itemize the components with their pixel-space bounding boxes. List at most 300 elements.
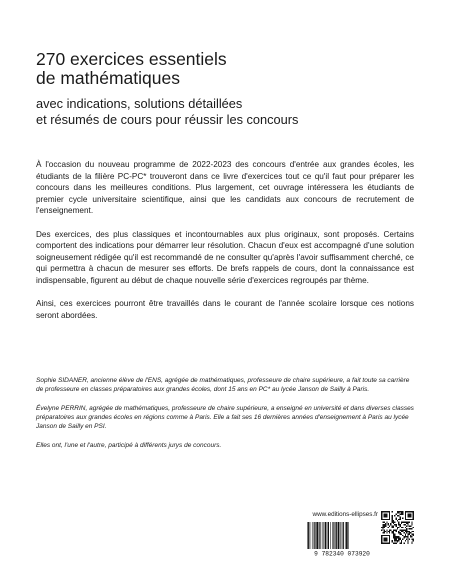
qr-module (397, 528, 398, 529)
qr-module (409, 514, 410, 515)
qr-module (409, 511, 410, 512)
qr-module (392, 522, 393, 523)
qr-module (401, 512, 402, 513)
qr-module (385, 514, 386, 515)
qr-module (406, 539, 407, 540)
qr-module (402, 527, 403, 528)
qr-module (393, 526, 394, 527)
qr-module (386, 516, 387, 517)
qr-module (384, 519, 385, 520)
qr-module (407, 536, 408, 537)
qr-module (399, 533, 400, 534)
qr-module (394, 536, 395, 537)
qr-module (392, 527, 393, 528)
barcode-bar (336, 522, 337, 549)
qr-module (397, 520, 398, 521)
qr-module (398, 512, 399, 513)
qr-module (389, 539, 390, 540)
qr-module (389, 537, 390, 538)
qr-module (405, 533, 406, 534)
qr-module (393, 535, 394, 536)
qr-module (388, 519, 389, 520)
qr-module (409, 531, 410, 532)
isbn-digits: 9 782340 073920 (314, 550, 370, 557)
qr-module (407, 541, 408, 542)
qr-module (405, 518, 406, 519)
description-paragraph: Des exercices, des plus classiques et incontournables aux plus originaux, sont proposés. Certains comportent des indications pour démarrer leur résolution. Chacun d'eux est accompagné d'une solution soigneusement rédigée qu'il est recommandé de ne consulter qu'après l'avoir suffisamment cherché, ce qui permettra à chacun de mesurer ses efforts. De brefs rappels de cours, dont la connaissance est indispensable, figurent au début de chaque nouvelle série d'exercices regroupés par thème. (36, 229, 414, 285)
barcode-bar (343, 522, 344, 549)
qr-module (405, 511, 406, 512)
qr-module (389, 535, 390, 536)
qr-module (407, 519, 408, 520)
qr-module (397, 511, 398, 512)
qr-module (394, 522, 395, 523)
qr-module (405, 536, 406, 537)
qr-module (410, 515, 411, 516)
qr-module (410, 516, 411, 517)
qr-module (393, 527, 394, 528)
qr-module (409, 533, 410, 534)
qr-module (389, 541, 390, 542)
barcode-bar (319, 522, 320, 549)
qr-module (413, 511, 414, 512)
qr-module (411, 541, 412, 542)
qr-module (382, 511, 383, 512)
qr-module (389, 514, 390, 515)
qr-module (411, 539, 412, 540)
qr-module (385, 526, 386, 527)
qr-module (381, 514, 382, 515)
qr-module (396, 543, 397, 544)
qr-module (393, 522, 394, 523)
qr-module (413, 540, 414, 541)
qr-module (413, 518, 414, 519)
qr-module (381, 541, 382, 542)
book-description (36, 159, 414, 333)
qr-module (388, 543, 389, 544)
qr-module (413, 539, 414, 540)
qr-module (405, 519, 406, 520)
qr-module (396, 518, 397, 519)
qr-module (407, 535, 408, 536)
qr-module (399, 516, 400, 517)
title-line-2: de mathématiques (36, 68, 180, 88)
qr-module (384, 535, 385, 536)
qr-module (409, 532, 410, 533)
description-paragraph: Ainsi, ces exercices pourront être travaillés dans le courant de l'année scolaire lorsque ces notions seront abordées. (36, 299, 414, 320)
qr-module (393, 532, 394, 533)
qr-module (411, 511, 412, 512)
qr-module (405, 514, 406, 515)
qr-module (401, 523, 402, 524)
qr-module (392, 515, 393, 516)
qr-module (397, 540, 398, 541)
qr-module (385, 539, 386, 540)
qr-module (401, 543, 402, 544)
qr-module (399, 519, 400, 520)
qr-module (410, 532, 411, 533)
qr-module (401, 533, 402, 534)
qr-module (381, 516, 382, 517)
qr-module (413, 512, 414, 513)
qr-module (413, 535, 414, 536)
qr-module (384, 526, 385, 527)
barcode-bar (314, 522, 315, 549)
qr-module (403, 529, 404, 530)
qr-module (388, 535, 389, 536)
qr-module (384, 543, 385, 544)
qr-module (403, 532, 404, 533)
qr-module (390, 524, 391, 525)
barcode-bar (346, 522, 348, 549)
qr-module (406, 511, 407, 512)
barcode-bar (310, 522, 311, 549)
qr-module (386, 537, 387, 538)
qr-module (392, 526, 393, 527)
qr-module (398, 537, 399, 538)
qr-module (389, 529, 390, 530)
qr-module (401, 529, 402, 530)
qr-module (394, 515, 395, 516)
qr-module (403, 524, 404, 525)
barcode-bar (322, 522, 323, 549)
barcode-bar (327, 522, 328, 549)
qr-module (388, 531, 389, 532)
qr-module (403, 543, 404, 544)
qr-module (407, 540, 408, 541)
barcode-bar (345, 522, 346, 549)
qr-module (398, 511, 399, 512)
qr-module (398, 515, 399, 516)
qr-module (402, 514, 403, 515)
qr-module (405, 535, 406, 536)
qr-code-icon (381, 511, 414, 544)
qr-module (409, 526, 410, 527)
qr-module (398, 522, 399, 523)
qr-module (406, 528, 407, 529)
qr-module (382, 532, 383, 533)
qr-module (392, 520, 393, 521)
qr-module (385, 535, 386, 536)
qr-module (399, 518, 400, 519)
qr-module (409, 519, 410, 520)
qr-module (392, 516, 393, 517)
qr-module (381, 543, 382, 544)
qr-module (413, 514, 414, 515)
qr-module (392, 519, 393, 520)
qr-module (410, 536, 411, 537)
qr-module (407, 514, 408, 515)
qr-module (398, 527, 399, 528)
qr-module (396, 519, 397, 520)
qr-module (393, 543, 394, 544)
qr-module (381, 518, 382, 519)
qr-module (406, 529, 407, 530)
qr-module (405, 540, 406, 541)
barcode-bar (340, 522, 341, 549)
qr-module (394, 535, 395, 536)
qr-module (386, 515, 387, 516)
qr-module (402, 512, 403, 513)
qr-module (411, 528, 412, 529)
barcode-bar (316, 522, 318, 549)
publisher-website: www.editions-ellipses.fr (312, 511, 378, 518)
qr-module (397, 527, 398, 528)
barcode-bar (333, 522, 334, 549)
qr-module (401, 541, 402, 542)
qr-module (410, 519, 411, 520)
qr-module (411, 533, 412, 534)
qr-module (384, 527, 385, 528)
qr-module (407, 511, 408, 512)
qr-module (394, 537, 395, 538)
book-subtitle (36, 96, 436, 128)
qr-module (389, 516, 390, 517)
qr-module (399, 526, 400, 527)
qr-module (381, 540, 382, 541)
qr-module (393, 533, 394, 534)
qr-module (397, 512, 398, 513)
qr-module (389, 511, 390, 512)
qr-module (413, 531, 414, 532)
qr-module (393, 536, 394, 537)
qr-module (381, 539, 382, 540)
qr-module (394, 529, 395, 530)
qr-module (385, 519, 386, 520)
qr-module (392, 541, 393, 542)
qr-module (393, 520, 394, 521)
barcode-bar (342, 522, 343, 549)
qr-module (394, 539, 395, 540)
qr-module (407, 533, 408, 534)
qr-module (384, 531, 385, 532)
qr-module (396, 514, 397, 515)
qr-module (392, 532, 393, 533)
subtitle-line-2: et résumés de cours pour réussir les concours (36, 112, 299, 127)
qr-module (399, 539, 400, 540)
qr-module (405, 515, 406, 516)
qr-module (406, 519, 407, 520)
qr-module (409, 515, 410, 516)
qr-module (386, 511, 387, 512)
qr-module (389, 526, 390, 527)
qr-module (411, 519, 412, 520)
qr-module (399, 537, 400, 538)
qr-module (406, 526, 407, 527)
qr-module (402, 529, 403, 530)
qr-module (389, 532, 390, 533)
qr-module (390, 523, 391, 524)
qr-module (398, 536, 399, 537)
qr-module (398, 523, 399, 524)
qr-module (396, 529, 397, 530)
qr-module (396, 531, 397, 532)
qr-module (384, 529, 385, 530)
qr-module (382, 528, 383, 529)
qr-module (402, 522, 403, 523)
barcode-bar (328, 522, 329, 549)
qr-module (394, 543, 395, 544)
qr-module (413, 527, 414, 528)
qr-module (389, 531, 390, 532)
qr-module (396, 537, 397, 538)
qr-module (393, 523, 394, 524)
qr-module (386, 540, 387, 541)
qr-module (388, 524, 389, 525)
qr-module (393, 537, 394, 538)
qr-module (384, 522, 385, 523)
qr-module (382, 543, 383, 544)
qr-module (381, 512, 382, 513)
qr-module (403, 522, 404, 523)
qr-module (413, 516, 414, 517)
barcode-bar (330, 522, 331, 549)
qr-module (386, 529, 387, 530)
qr-module (384, 539, 385, 540)
qr-module (386, 535, 387, 536)
qr-module (411, 543, 412, 544)
qr-module (403, 537, 404, 538)
qr-module (403, 536, 404, 537)
qr-module (397, 541, 398, 542)
qr-module (407, 537, 408, 538)
qr-module (384, 516, 385, 517)
qr-module (399, 529, 400, 530)
qr-module (413, 519, 414, 520)
qr-module (389, 536, 390, 537)
subtitle-line-1: avec indications, solutions détaillées (36, 96, 243, 111)
qr-module (407, 524, 408, 525)
qr-module (392, 518, 393, 519)
qr-module (384, 524, 385, 525)
qr-module (385, 524, 386, 525)
author-bio-perrin: Évelyne PERRIN, agrégée de mathématiques, professeure de chaire supérieure, a enseigné en université et dans diverses classes préparatoires aux grandes écoles en régions comme à Paris. Elle a fait ses 16 dernières années d'enseignement à Paris au lycée Janson de Sailly en PSI. (36, 405, 414, 430)
qr-module (382, 522, 383, 523)
qr-module (402, 518, 403, 519)
qr-module (398, 532, 399, 533)
qr-module (388, 523, 389, 524)
barcode-bar (320, 522, 321, 549)
qr-module (396, 539, 397, 540)
qr-module (398, 539, 399, 540)
qr-module (389, 543, 390, 544)
qr-module (392, 531, 393, 532)
qr-module (401, 522, 402, 523)
qr-module (385, 540, 386, 541)
description-paragraph: À l'occasion du nouveau programme de 2022-2023 des concours d'entrée aux grandes écoles, les étudiants de la filière PC-PC* trouveront dans ce livre d'exercices tout ce qu'il faut pour préparer les concours dans les meilleures conditions. Plus largement, cet ouvrage intéressera les étudiants de premier cycle universitaire scientifique, ainsi que les candidats aux concours de recrutement de l'enseignement. (36, 160, 414, 215)
qr-module (397, 536, 398, 537)
qr-module (401, 514, 402, 515)
qr-module (407, 531, 408, 532)
qr-module (413, 533, 414, 534)
qr-module (411, 522, 412, 523)
qr-module (410, 528, 411, 529)
qr-module (389, 519, 390, 520)
qr-module (381, 511, 382, 512)
qr-module (397, 515, 398, 516)
barcode-bar (335, 522, 336, 549)
qr-module (396, 536, 397, 537)
qr-module (405, 527, 406, 528)
qr-module (384, 514, 385, 515)
qr-module (402, 539, 403, 540)
qr-module (394, 533, 395, 534)
qr-module (385, 511, 386, 512)
qr-module (385, 523, 386, 524)
barcode-bar (338, 522, 340, 549)
qr-module (389, 515, 390, 516)
barcode-bar (325, 522, 327, 549)
qr-module (407, 543, 408, 544)
qr-module (382, 519, 383, 520)
qr-module (401, 540, 402, 541)
qr-module (406, 532, 407, 533)
qr-module (385, 543, 386, 544)
qr-module (394, 524, 395, 525)
qr-module (399, 543, 400, 544)
barcode-bar (312, 522, 313, 549)
qr-module (407, 523, 408, 524)
qr-module (396, 526, 397, 527)
qr-module (411, 531, 412, 532)
qr-module (393, 531, 394, 532)
qr-module (384, 537, 385, 538)
qr-module (382, 524, 383, 525)
qr-module (382, 526, 383, 527)
author-bio-sidaner: Sophie SIDANER, ancienne élève de l'ENS, agrégée de mathématiques, professeure de chaire supérieure, a fait toute sa carrière de professeure en classes préparatoires aux grandes écoles, dont 15 ans en PC* au lycée Janson de Sailly à Paris. (36, 377, 410, 393)
qr-module (405, 522, 406, 523)
qr-module (406, 523, 407, 524)
qr-module (381, 535, 382, 536)
authors-juries-note: Elles ont, l'une et l'autre, participé à différents jurys de concours. (36, 442, 222, 449)
qr-module (385, 515, 386, 516)
qr-module (402, 531, 403, 532)
qr-module (401, 531, 402, 532)
qr-module (406, 522, 407, 523)
qr-module (386, 514, 387, 515)
book-title (36, 50, 416, 88)
qr-module (399, 511, 400, 512)
qr-module (399, 524, 400, 525)
qr-module (405, 516, 406, 517)
qr-module (410, 514, 411, 515)
qr-module (394, 540, 395, 541)
qr-module (406, 531, 407, 532)
qr-module (402, 535, 403, 536)
barcode-bar (332, 522, 333, 549)
qr-module (398, 531, 399, 532)
barcode-bar (308, 522, 309, 549)
qr-module (399, 514, 400, 515)
qr-module (401, 527, 402, 528)
qr-module (381, 519, 382, 520)
qr-module (411, 524, 412, 525)
qr-module (411, 536, 412, 537)
qr-module (381, 529, 382, 530)
qr-module (381, 515, 382, 516)
qr-module (410, 535, 411, 536)
qr-module (407, 522, 408, 523)
qr-module (386, 519, 387, 520)
qr-module (409, 516, 410, 517)
qr-module (398, 540, 399, 541)
qr-module (398, 524, 399, 525)
qr-module (398, 519, 399, 520)
qr-module (405, 524, 406, 525)
qr-module (409, 522, 410, 523)
qr-module (396, 540, 397, 541)
qr-module (399, 532, 400, 533)
